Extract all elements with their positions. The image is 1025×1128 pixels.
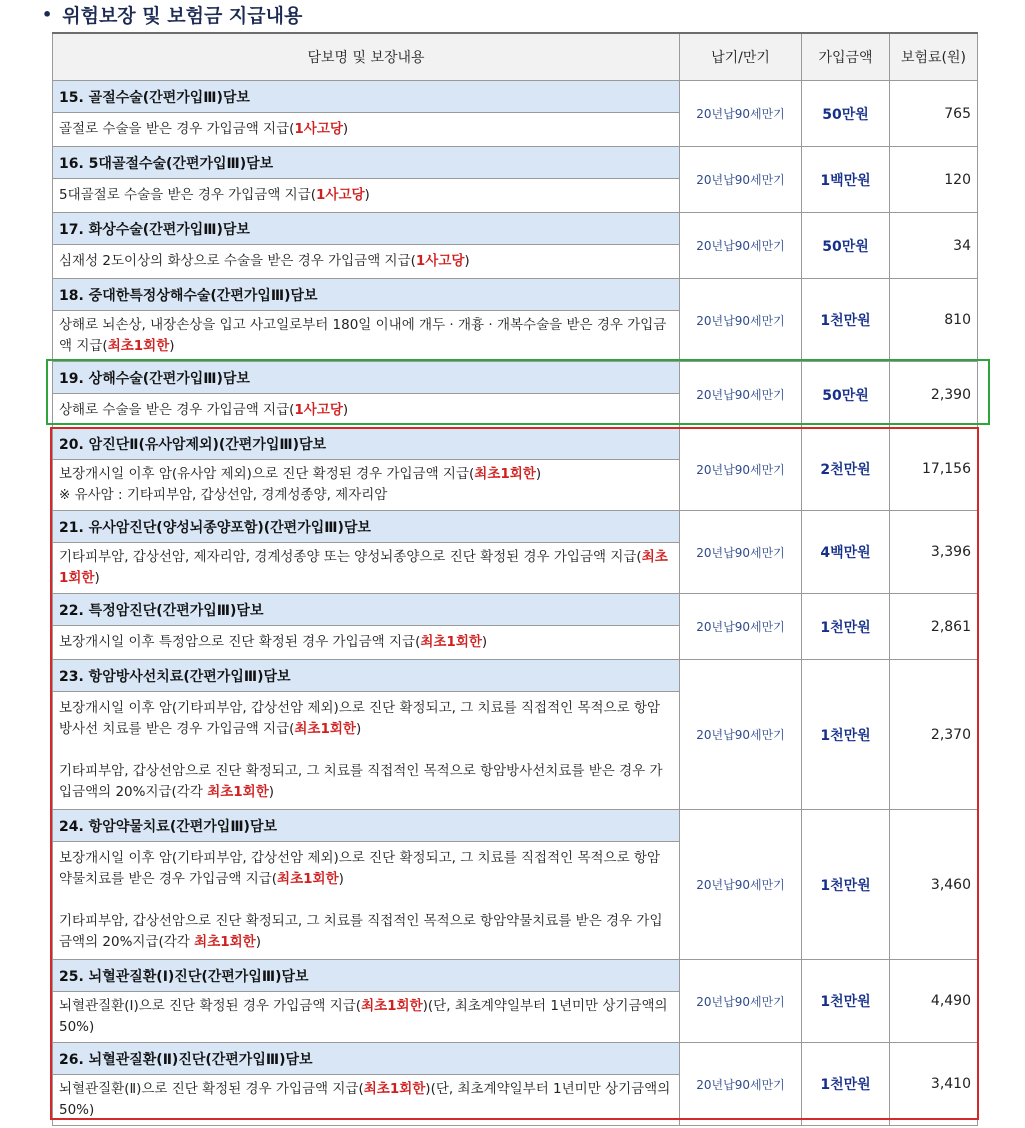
payment-term: 20년납90세만기 (680, 428, 802, 511)
premium-value: 3,396 (890, 511, 978, 594)
description-text: ) (169, 338, 175, 354)
coverage-description (53, 842, 680, 960)
insured-amount: 1천만원 (802, 279, 890, 362)
insured-amount: 50만원 (802, 81, 890, 147)
table-row (53, 511, 978, 543)
emphasis-text: 최초1회한 (194, 934, 256, 950)
description-text: )(단, 최초계약일부터 1년미만 상기금액의 50%) (59, 998, 668, 1035)
coverage-description (53, 692, 680, 810)
description-text: ) (342, 402, 349, 418)
payment-term: 20년납90세만기 (680, 594, 802, 660)
payment-term: 20년납90세만기 (680, 810, 802, 960)
coverage-name: 19. 상해수술(간편가입Ⅲ)담보 (53, 362, 680, 394)
coverage-description (53, 460, 680, 511)
description-text: 뇌혈관질환(Ⅱ)으로 진단 확정된 경우 가입금액 지급( (59, 1081, 364, 1097)
coverage-description (53, 394, 680, 428)
coverage-table (52, 32, 978, 1126)
description-text: ) (481, 634, 488, 650)
payment-term: 20년납90세만기 (680, 1043, 802, 1126)
coverage-name: 16. 5대골절수술(간편가입Ⅲ)담보 (53, 147, 680, 179)
emphasis-text: 1사고당 (294, 121, 343, 137)
coverage-description (53, 113, 680, 147)
insured-amount: 50만원 (802, 213, 890, 279)
table-row (53, 147, 978, 179)
coverage-name: 26. 뇌혈관질환(Ⅱ)진단(간편가입Ⅲ)담보 (53, 1043, 680, 1075)
premium-value: 120 (890, 147, 978, 213)
description-text: 상해로 수술을 받은 경우 가입금액 지급( (59, 402, 295, 418)
coverage-description (53, 245, 680, 279)
description-text: ) (355, 721, 362, 737)
payment-term: 20년납90세만기 (680, 362, 802, 428)
table-row (53, 428, 978, 460)
payment-term: 20년납90세만기 (680, 660, 802, 810)
table-row (53, 960, 978, 992)
coverage-name: 20. 암진단Ⅱ(유사암제외)(간편가입Ⅲ)담보 (53, 428, 680, 460)
coverage-name: 15. 골절수술(간편가입Ⅲ)담보 (53, 81, 680, 113)
premium-value: 17,156 (890, 428, 978, 511)
insured-amount: 1백만원 (802, 147, 890, 213)
table-row (53, 279, 978, 311)
description-text: 5대골절로 수술을 받은 경우 가입금액 지급( (59, 187, 317, 203)
emphasis-text: 1사고당 (415, 253, 465, 269)
emphasis-text: 1사고당 (294, 402, 343, 418)
description-text: 뇌혈관질환(Ⅰ)으로 진단 확정된 경우 가입금액 지급( (59, 998, 362, 1014)
description-text: 보장개시일 이후 암(유사암 제외)으로 진단 확정된 경우 가입금액 지급( (59, 466, 475, 482)
section-title-text: 위험보장 및 보험금 지급내용 (62, 4, 303, 27)
table-row (53, 362, 978, 394)
description-text: 기타피부암, 갑상선암으로 진단 확정되고, 그 치료를 직접적인 목적으로 항암약물치료를 받은 경우 가입금액의 20%지급(각각 (59, 913, 663, 950)
coverage-name: 23. 항암방사선치료(간편가입Ⅲ)담보 (53, 660, 680, 692)
description-text: 심재성 2도이상의 화상으로 수술을 받은 경우 가입금액 지급( (59, 253, 416, 269)
coverage-description (53, 179, 680, 213)
description-text: 상해로 뇌손상, 내장손상을 입고 사고일로부터 180일 이내에 개두 · 개흉 · 개복수술을 받은 경우 가입금액 지급( (59, 317, 667, 354)
description-text: 골절로 수술을 받은 경우 가입금액 지급( (59, 121, 295, 137)
emphasis-text: 최초1회한 (474, 466, 536, 482)
description-text: ) (464, 253, 470, 269)
description-text: ) (535, 466, 542, 482)
premium-value: 3,460 (890, 810, 978, 960)
coverage-description (53, 992, 680, 1043)
header-premium: 보험료(원) (890, 33, 978, 81)
emphasis-text: 최초1회한 (363, 1081, 426, 1097)
bullet-icon: • (42, 4, 53, 24)
emphasis-text: 최초 1회한 (59, 549, 668, 586)
premium-value: 2,861 (890, 594, 978, 660)
insured-amount: 4백만원 (802, 511, 890, 594)
coverage-description (53, 626, 680, 660)
insured-amount: 2천만원 (802, 428, 890, 511)
table-row (53, 810, 978, 842)
section-title (42, 0, 302, 28)
table-body (53, 81, 978, 1126)
emphasis-text: 최초1회한 (277, 871, 339, 887)
table-row (53, 213, 978, 245)
emphasis-text: 최초1회한 (294, 721, 356, 737)
insured-amount: 1천만원 (802, 660, 890, 810)
coverage-name: 25. 뇌혈관질환(Ⅰ)진단(간편가입Ⅲ)담보 (53, 960, 680, 992)
description-text: ) (338, 871, 344, 887)
description-text: ) (255, 934, 261, 950)
description-text: ) (268, 784, 275, 800)
emphasis-text: 최초1회한 (361, 998, 423, 1014)
coverage-name: 24. 항암약물치료(간편가입Ⅲ)담보 (53, 810, 680, 842)
insured-amount: 1천만원 (802, 594, 890, 660)
table-row (53, 594, 978, 626)
premium-value: 2,390 (890, 362, 978, 428)
payment-term: 20년납90세만기 (680, 213, 802, 279)
table-row (53, 1043, 978, 1075)
premium-value: 810 (890, 279, 978, 362)
premium-value: 2,370 (890, 660, 978, 810)
emphasis-text: 최초1회한 (207, 784, 269, 800)
description-text: 보장개시일 이후 암(기타피부암, 갑상선암 제외)으로 진단 확정되고, 그 치료를 직접적인 목적으로 항암약물치료를 받은 경우 가입금액 지급( (59, 850, 660, 887)
header-amount: 가입금액 (802, 33, 890, 81)
payment-term: 20년납90세만기 (680, 511, 802, 594)
coverage-description (53, 311, 680, 362)
emphasis-text: 최초1회한 (420, 634, 482, 650)
description-text: 보장개시일 이후 특정암으로 진단 확정된 경우 가입금액 지급( (59, 634, 421, 650)
emphasis-text: 최초1회한 (107, 338, 170, 354)
header-name: 담보명 및 보장내용 (53, 33, 680, 81)
coverage-description (53, 543, 680, 594)
table-row (53, 660, 978, 692)
insured-amount: 1천만원 (802, 960, 890, 1043)
table-header-row (53, 33, 978, 81)
insured-amount: 1천만원 (802, 810, 890, 960)
premium-value: 3,410 (890, 1043, 978, 1126)
coverage-name: 18. 중대한특정상해수술(간편가입Ⅲ)담보 (53, 279, 680, 311)
coverage-description (53, 1075, 680, 1126)
payment-term: 20년납90세만기 (680, 279, 802, 362)
description-text: ) (94, 570, 100, 586)
premium-value: 4,490 (890, 960, 978, 1043)
payment-term: 20년납90세만기 (680, 81, 802, 147)
table-row (53, 81, 978, 113)
premium-value: 765 (890, 81, 978, 147)
payment-term: 20년납90세만기 (680, 960, 802, 1043)
description-text: 기타피부암, 갑상선암으로 진단 확정되고, 그 치료를 직접적인 목적으로 항암방사선치료를 받은 경우 가입금액의 20%지급(각각 (59, 763, 663, 800)
coverage-name: 17. 화상수술(간편가입Ⅲ)담보 (53, 213, 680, 245)
description-text: ※ 유사암 : 기타피부암, 갑상선암, 경계성종양, 제자리암 (59, 487, 388, 503)
emphasis-text: 1사고당 (316, 187, 365, 203)
insured-amount: 50만원 (802, 362, 890, 428)
insured-amount: 1천만원 (802, 1043, 890, 1126)
header-term: 납기/만기 (680, 33, 802, 81)
payment-term: 20년납90세만기 (680, 147, 802, 213)
description-text: )(단, 최초계약일부터 1년미만 상기금액의 50%) (59, 1081, 671, 1118)
coverage-name: 22. 특정암진단(간편가입Ⅲ)담보 (53, 594, 680, 626)
description-text: 보장개시일 이후 암(기타피부암, 갑상선암 제외)으로 진단 확정되고, 그 치료를 직접적인 목적으로 항암방사선 치료를 받은 경우 가입금액 지급( (59, 700, 660, 737)
premium-value: 34 (890, 213, 978, 279)
coverage-name: 21. 유사암진단(양성뇌종양포함)(간편가입Ⅲ)담보 (53, 511, 680, 543)
description-text: ) (364, 187, 370, 203)
description-text: 기타피부암, 갑상선암, 제자리암, 경계성종양 또는 양성뇌종양으로 진단 확정된 경우 가입금액 지급( (59, 549, 642, 565)
description-text: ) (342, 121, 349, 137)
